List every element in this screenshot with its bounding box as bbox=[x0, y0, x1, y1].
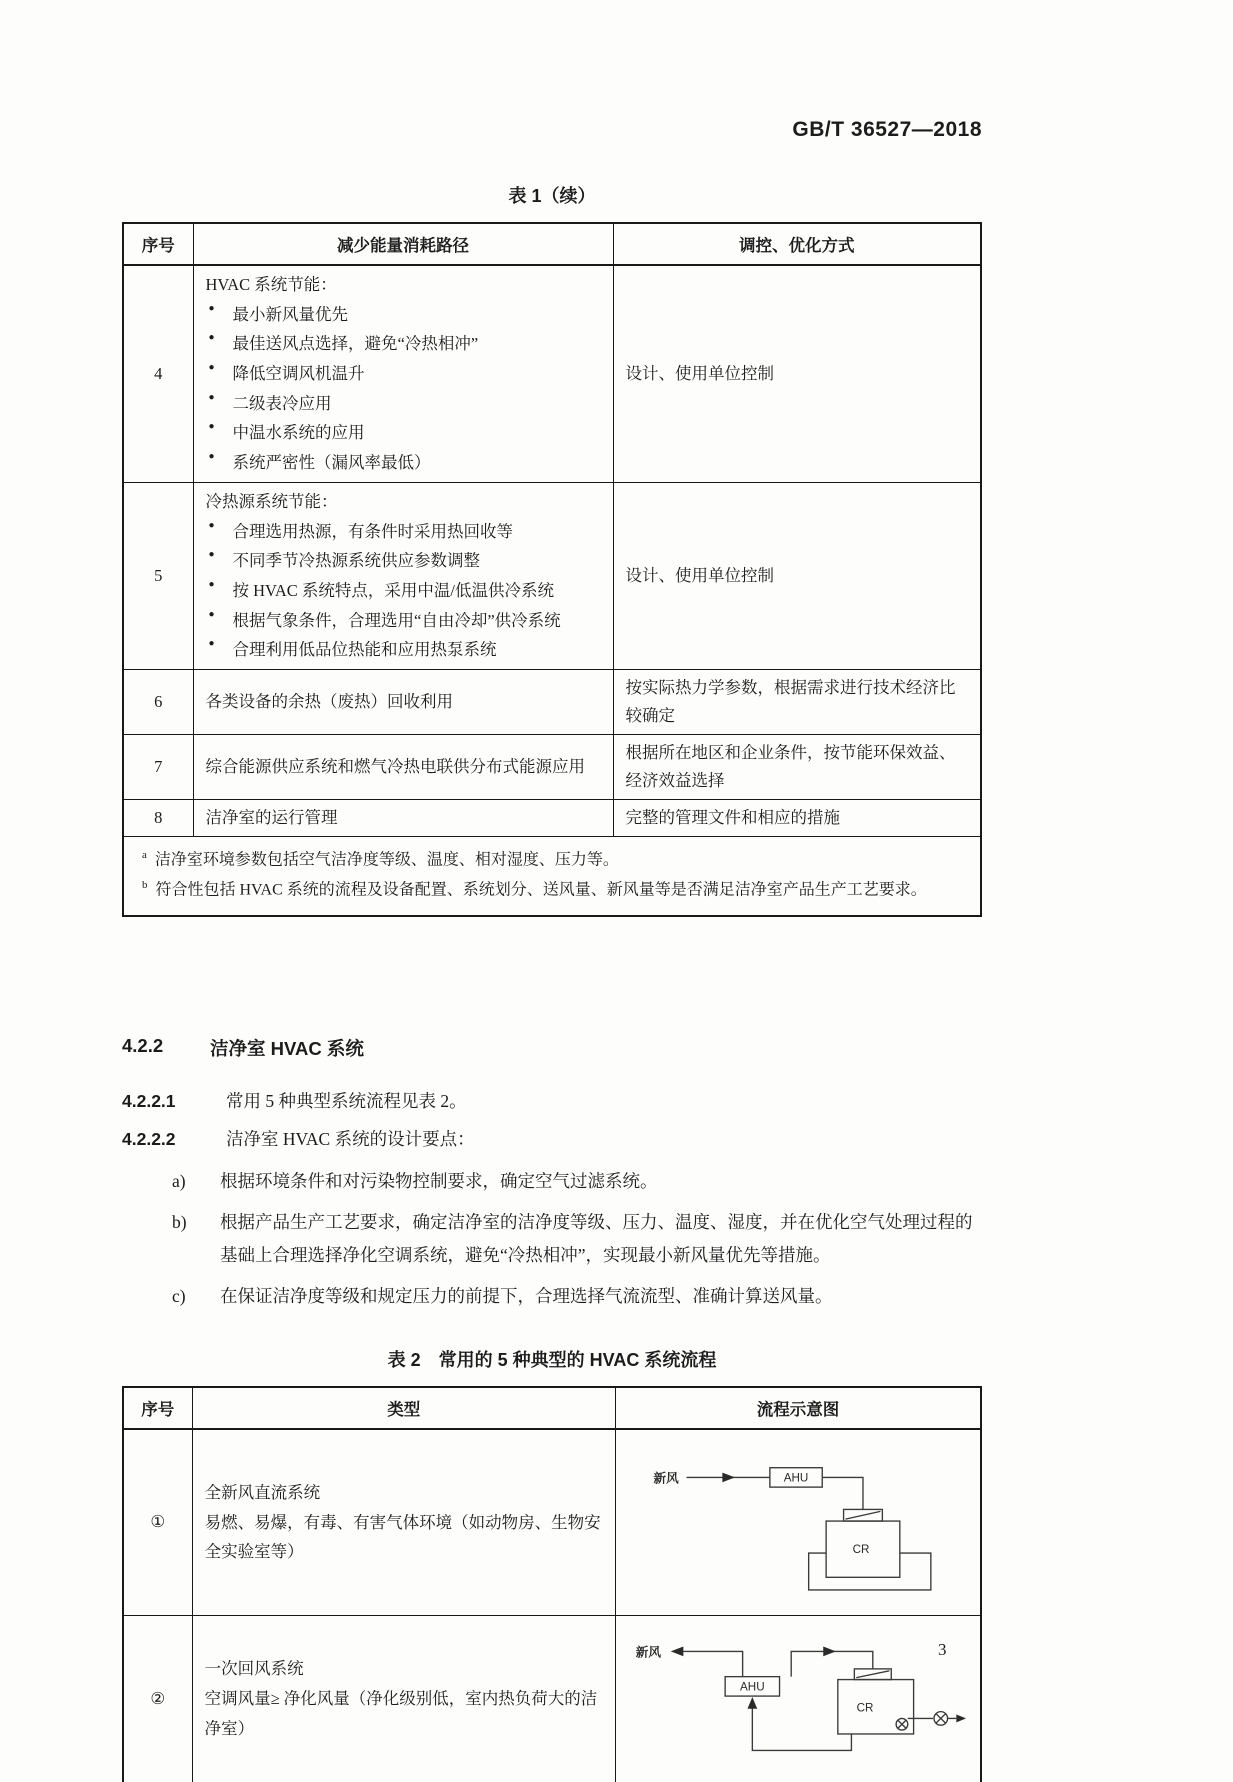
row-no: ② bbox=[123, 1615, 192, 1782]
standard-number: GB/T 36527—2018 bbox=[792, 118, 982, 141]
table-row bbox=[123, 735, 981, 800]
table2-col-diagram: 流程示意图 bbox=[615, 1387, 981, 1429]
list-marker: a) bbox=[172, 1170, 186, 1191]
fresh-air-label: 新风 bbox=[653, 1470, 679, 1485]
list-marker: b) bbox=[172, 1212, 187, 1233]
row-control: 完整的管理文件和相应的措施 bbox=[613, 800, 981, 837]
paragraph-number: 4.2.2.1 bbox=[122, 1091, 176, 1112]
footnote bbox=[142, 875, 970, 905]
table2-title: 表 2 常用的 5 种典型的 HVAC 系统流程 bbox=[387, 1350, 717, 1371]
row-path bbox=[193, 265, 613, 482]
path-title: 冷热源系统节能： bbox=[205, 491, 338, 511]
list-item bbox=[122, 1165, 982, 1197]
flow-diagram-primary-return bbox=[615, 1615, 981, 1782]
list-item bbox=[122, 1206, 982, 1271]
arrow-left-icon bbox=[671, 1647, 684, 1657]
exhaust-duct bbox=[809, 1553, 931, 1590]
table2-col-type: 类型 bbox=[192, 1387, 615, 1429]
path-title: HVAC 系统节能： bbox=[205, 275, 337, 294]
hvac-flow-diagram-2 bbox=[628, 1624, 968, 1774]
ahu-label: AHU bbox=[740, 1680, 765, 1694]
table1-col-path: 减少能量消耗路径 bbox=[193, 223, 613, 265]
supply-duct bbox=[822, 1477, 863, 1509]
footnote-text: 洁净室环境参数包括空气洁净度等级、温度、相对湿度、压力等。 bbox=[154, 851, 619, 869]
row-no: 5 bbox=[123, 482, 193, 669]
supply-duct bbox=[791, 1651, 873, 1676]
footnote bbox=[142, 845, 970, 875]
list-text: 在保证洁净度等级和规定压力的前提下，合理选择气流流型、准确计算送风量。 bbox=[220, 1285, 833, 1306]
bullet-item: ● 二级表冷应用 bbox=[206, 389, 601, 419]
row-type bbox=[192, 1615, 615, 1782]
cleanroom-label: CR bbox=[852, 1542, 870, 1556]
type-title: 一次回风系统 bbox=[204, 1659, 304, 1679]
row-type bbox=[192, 1429, 615, 1615]
arrow-right-icon bbox=[823, 1647, 836, 1657]
row-no: 4 bbox=[123, 265, 193, 482]
section-heading-422 bbox=[122, 1035, 982, 1061]
paragraph-number: 4.2.2.2 bbox=[122, 1129, 176, 1150]
row-control: 根据所在地区和企业条件，按节能环保效益、经济效益选择 bbox=[613, 735, 981, 800]
filter-hatch bbox=[856, 1671, 889, 1678]
ahu-label: AHU bbox=[783, 1470, 809, 1484]
arrow-right-icon bbox=[722, 1472, 735, 1482]
section-number: 4.2.2 bbox=[122, 1035, 164, 1057]
arrow-right-icon bbox=[956, 1715, 966, 1723]
bullet-item: ● 系统严密性（漏风率最低） bbox=[206, 448, 601, 478]
row-path bbox=[193, 482, 613, 669]
row-path: 综合能源供应系统和燃气冷热电联供分布式能源应用 bbox=[193, 735, 613, 800]
footnote-marker: a bbox=[142, 849, 147, 862]
list-text: 根据环境条件和对污染物控制要求，确定空气过滤系统。 bbox=[220, 1170, 658, 1191]
table-row bbox=[123, 1615, 981, 1782]
table-row bbox=[123, 265, 981, 482]
paragraph-text: 洁净室 HVAC 系统的设计要点： bbox=[226, 1129, 475, 1150]
filter-hatch bbox=[845, 1511, 880, 1519]
table-row bbox=[123, 669, 981, 734]
row-path: 洁净室的运行管理 bbox=[193, 800, 613, 837]
path-bullets bbox=[206, 517, 601, 665]
list-marker: c) bbox=[172, 1285, 186, 1306]
bullet-item: ● 合理选用热源，有条件时采用热回收等 bbox=[206, 517, 601, 547]
table1-col-control: 调控、优化方式 bbox=[613, 223, 981, 265]
row-no: 8 bbox=[123, 800, 193, 837]
bullet-item: ● 根据气象条件，合理选用“自由冷却”供冷系统 bbox=[206, 606, 601, 636]
bullet-item: ● 最佳送风点选择，避免“冷热相冲” bbox=[206, 329, 601, 359]
table1-footnotes-row bbox=[123, 837, 981, 916]
bullet-item: ● 不同季节冷热源系统供应参数调整 bbox=[206, 546, 601, 576]
row-no: 6 bbox=[123, 669, 193, 734]
paragraph-4222 bbox=[122, 1123, 982, 1155]
page-content bbox=[122, 0, 982, 1782]
paragraph-4221 bbox=[122, 1085, 982, 1117]
table1-footnotes bbox=[123, 837, 981, 916]
bullet-item: ● 合理利用低品位热能和应用热泵系统 bbox=[206, 635, 601, 665]
table2-header-row bbox=[123, 1387, 981, 1429]
hvac-flow-diagram-1 bbox=[638, 1442, 958, 1604]
section-title: 洁净室 HVAC 系统 bbox=[210, 1038, 364, 1060]
row-no: 7 bbox=[123, 735, 193, 800]
row-no: ① bbox=[123, 1429, 192, 1615]
list-item bbox=[122, 1280, 982, 1312]
table-row bbox=[123, 1429, 981, 1615]
arrow-up-icon bbox=[747, 1697, 757, 1709]
type-desc: 易燃、易爆，有毒、有害气体环境（如动物房、生物安全实验室等） bbox=[204, 1512, 601, 1562]
bullet-item: ● 降低空调风机温升 bbox=[206, 359, 601, 389]
table1-title: 表 1（续） bbox=[508, 186, 596, 206]
paragraph-text: 常用 5 种典型系统流程见表 2。 bbox=[226, 1091, 467, 1112]
footnote-marker: b bbox=[142, 879, 148, 892]
flow-diagram-once-through bbox=[615, 1429, 981, 1615]
page-number: 3 bbox=[938, 1640, 947, 1659]
fresh-air-label: 新风 bbox=[635, 1645, 661, 1660]
bullet-item: ● 按 HVAC 系统特点，采用中温/低温供冷系统 bbox=[206, 576, 601, 606]
footnote-text: 符合性包括 HVAC 系统的流程及设备配置、系统划分、送风量、新风量等是否满足洁净室产品生产工艺要求。 bbox=[155, 881, 927, 899]
row-control: 设计、使用单位控制 bbox=[613, 482, 981, 669]
table1-col-no: 序号 bbox=[123, 223, 193, 265]
row-control: 设计、使用单位控制 bbox=[613, 265, 981, 482]
cleanroom-box bbox=[838, 1680, 914, 1734]
table2 bbox=[122, 1386, 982, 1782]
type-title: 全新风直流系统 bbox=[204, 1482, 321, 1502]
bullet-item: ● 中温水系统的应用 bbox=[206, 418, 601, 448]
table1 bbox=[122, 222, 982, 917]
table-row bbox=[123, 482, 981, 669]
fresh-air-duct bbox=[683, 1651, 742, 1676]
type-desc: 空调风量≥ 净化风量（净化级别低，室内热负荷大的洁净室） bbox=[204, 1689, 598, 1738]
table2-col-no: 序号 bbox=[123, 1387, 192, 1429]
table-row bbox=[123, 800, 981, 837]
cleanroom-label: CR bbox=[856, 1701, 874, 1715]
row-control: 按实际热力学参数，根据需求进行技术经济比较确定 bbox=[613, 669, 981, 734]
return-duct bbox=[752, 1702, 851, 1751]
bullet-item: ● 最小新风量优先 bbox=[206, 300, 601, 330]
row-path: 各类设备的余热（废热）回收利用 bbox=[193, 669, 613, 734]
list-text: 根据产品生产工艺要求，确定洁净室的洁净度等级、压力、温度、湿度，并在优化空气处理过程的基础上合理选择净化空调系统，避免“冷热相冲”，实现最小新风量优先等措施。 bbox=[220, 1212, 973, 1265]
table1-header-row bbox=[123, 223, 981, 265]
path-bullets bbox=[206, 300, 601, 478]
design-points-list bbox=[122, 1165, 982, 1313]
